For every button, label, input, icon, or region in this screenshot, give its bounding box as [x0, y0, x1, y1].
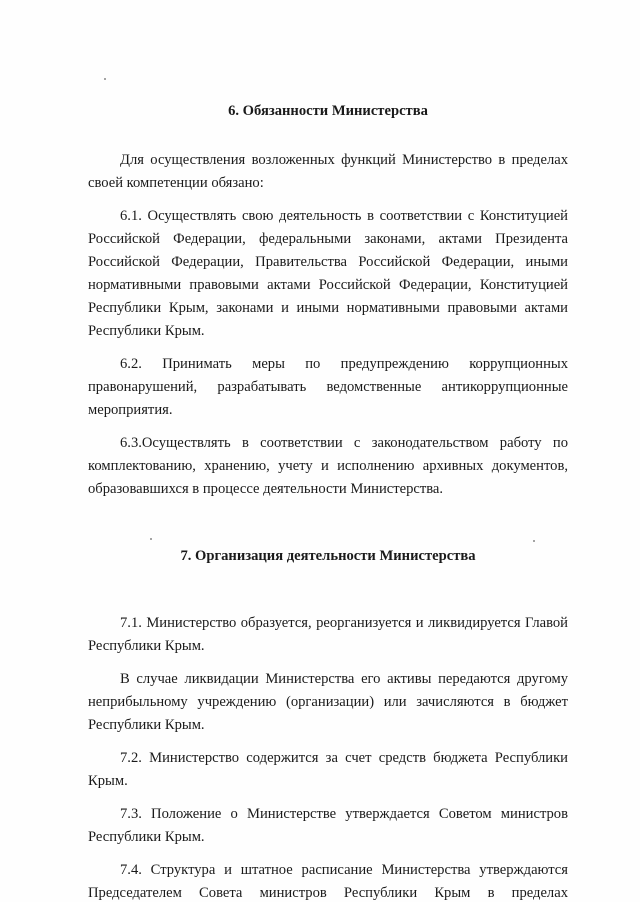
- clause-6-2: 6.2. Принимать меры по предупреждению коррупционных правонарушений, разрабатывать ведомственные антикоррупционные мероприятия.: [88, 356, 568, 418]
- document-body: [88, 100, 568, 905]
- section-6-intro: Для осуществления возложенных функций Министерство в пределах своей компетенции обязано:: [88, 152, 568, 191]
- clause-6-1: 6.1. Осуществлять свою деятельность в соответствии с Конституцией Российской Федерации, федеральными законами, актами Президента Российской Федерации, Правительства Российской Федерации, иными нормативными правовыми актами Российской Федерации, Конституцией Республики Крым, законами и иными нормативными правовыми актами Республики Крым.: [88, 208, 568, 339]
- clause-7-2: 7.2. Министерство содержится за счет средств бюджета Республики Крым.: [88, 750, 568, 789]
- clause-7-1-liquidation: В случае ликвидации Министерства его активы передаются другому неприбыльному учреждению (организации) или зачисляются в бюджет Республики Крым.: [88, 671, 568, 733]
- clause-7-4: 7.4. Структура и штатное расписание Министерства утверждаются Председателем Совета министров Республики Крым в пределах: [88, 862, 568, 901]
- section-7-heading: 7. Организация деятельности Министерства: [180, 548, 476, 564]
- clause-6-3: 6.3.Осуществлять в соответствии с законодательством работу по комплектованию, хранению, учету и исполнению архивных документов, образовавшихся в процессе деятельности Министерства.: [88, 435, 568, 497]
- section-6-heading: 6. Обязанности Министерства: [228, 103, 428, 119]
- clause-7-3: 7.3. Положение о Министерстве утверждается Советом министров Республики Крым.: [88, 806, 568, 845]
- scan-speck: [104, 78, 106, 80]
- clause-7-1: 7.1. Министерство образуется, реорганизуется и ликвидируется Главой Республики Крым.: [88, 615, 568, 654]
